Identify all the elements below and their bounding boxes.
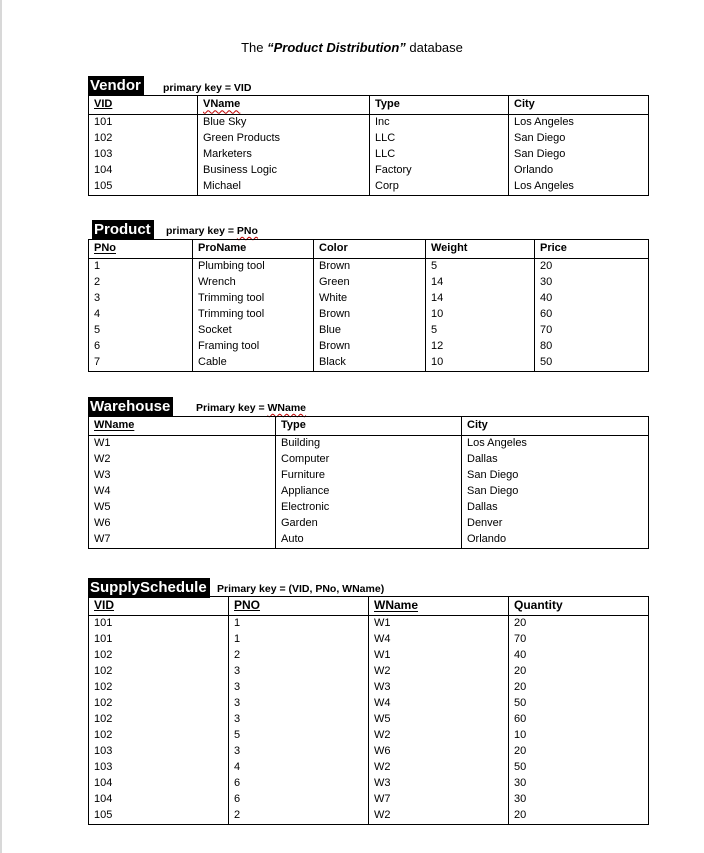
table-cell: W4 bbox=[369, 632, 509, 648]
table-cell: 102 bbox=[89, 664, 229, 680]
table-cell: 10 bbox=[509, 728, 649, 744]
table-cell: W2 bbox=[369, 728, 509, 744]
table-cell: Black bbox=[314, 355, 426, 372]
table-cell: Los Angeles bbox=[509, 115, 649, 132]
table-row bbox=[89, 728, 649, 744]
table-cell: 104 bbox=[89, 776, 229, 792]
col-header-vid: VID bbox=[89, 96, 198, 115]
table-cell: 10 bbox=[426, 307, 535, 323]
table-cell: W3 bbox=[89, 468, 276, 484]
table-row bbox=[89, 436, 649, 453]
table-cell: Factory bbox=[370, 163, 509, 179]
table-row bbox=[89, 696, 649, 712]
table-cell: Blue bbox=[314, 323, 426, 339]
table-row bbox=[89, 516, 649, 532]
table-cell: 40 bbox=[535, 291, 649, 307]
col-header-type: Type bbox=[276, 417, 462, 436]
table-cell: W4 bbox=[89, 484, 276, 500]
table-cell: 5 bbox=[426, 323, 535, 339]
table-cell: 105 bbox=[89, 808, 229, 825]
table-cell: Brown bbox=[314, 339, 426, 355]
table-cell: 80 bbox=[535, 339, 649, 355]
table-row bbox=[89, 760, 649, 776]
table-cell: 6 bbox=[89, 339, 193, 355]
table-cell: Trimming tool bbox=[193, 291, 314, 307]
table-cell: Inc bbox=[370, 115, 509, 132]
table-cell: Los Angeles bbox=[509, 179, 649, 196]
table-cell: 102 bbox=[89, 680, 229, 696]
table-cell: Orlando bbox=[462, 532, 649, 549]
table-cell: 105 bbox=[89, 179, 198, 196]
table-cell: San Diego bbox=[462, 484, 649, 500]
table-cell: 30 bbox=[509, 792, 649, 808]
table-cell: 102 bbox=[89, 712, 229, 728]
table-cell: 60 bbox=[535, 307, 649, 323]
col-header-city: City bbox=[462, 417, 649, 436]
table-row bbox=[89, 500, 649, 516]
col-header-price: Price bbox=[535, 240, 649, 259]
col-header-type: Type bbox=[370, 96, 509, 115]
table-cell: Blue Sky bbox=[198, 115, 370, 132]
table-cell: 2 bbox=[89, 275, 193, 291]
table-cell: 101 bbox=[89, 115, 198, 132]
table-cell: Dallas bbox=[462, 500, 649, 516]
document-title: The “Product Distribution” database bbox=[241, 40, 463, 55]
table-cell: Marketers bbox=[198, 147, 370, 163]
col-header-wname: WName bbox=[369, 597, 509, 616]
table-cell: 5 bbox=[229, 728, 369, 744]
table-cell: 14 bbox=[426, 291, 535, 307]
table-cell: W1 bbox=[89, 436, 276, 453]
table-cell: Cable bbox=[193, 355, 314, 372]
table-cell: Brown bbox=[314, 307, 426, 323]
table-row bbox=[89, 808, 649, 825]
table-cell: Trimming tool bbox=[193, 307, 314, 323]
table-cell: 3 bbox=[229, 744, 369, 760]
warehouse-table bbox=[88, 416, 649, 549]
table-cell: 10 bbox=[426, 355, 535, 372]
table-row bbox=[89, 131, 649, 147]
table-row bbox=[89, 744, 649, 760]
table-row bbox=[89, 468, 649, 484]
wname-text: WName bbox=[267, 402, 307, 414]
table-cell: 12 bbox=[426, 339, 535, 355]
table-cell: Furniture bbox=[276, 468, 462, 484]
table-cell: W2 bbox=[369, 760, 509, 776]
title-emphasis: “Product Distribution” bbox=[267, 40, 406, 55]
table-cell: 5 bbox=[426, 259, 535, 276]
table-cell: San Diego bbox=[462, 468, 649, 484]
table-cell: 102 bbox=[89, 696, 229, 712]
table-cell: 30 bbox=[535, 275, 649, 291]
table-cell: Green bbox=[314, 275, 426, 291]
col-header-wname: WName bbox=[89, 417, 276, 436]
vendor-table bbox=[88, 95, 649, 196]
supplyschedule-pk-note: Primary key = (VID, PNo, WName) bbox=[217, 583, 385, 595]
table-cell: 20 bbox=[509, 616, 649, 633]
table-cell: 3 bbox=[229, 680, 369, 696]
table-cell: Michael bbox=[198, 179, 370, 196]
table-cell: 1 bbox=[229, 616, 369, 633]
col-header-quantity: Quantity bbox=[509, 597, 649, 616]
vendor-pk-note: primary key = VID bbox=[163, 82, 252, 94]
table-cell: Electronic bbox=[276, 500, 462, 516]
table-cell: W4 bbox=[369, 696, 509, 712]
table-cell: 70 bbox=[509, 632, 649, 648]
supplyschedule-table bbox=[88, 596, 649, 825]
table-cell: 14 bbox=[426, 275, 535, 291]
table-row bbox=[89, 163, 649, 179]
table-cell: 3 bbox=[229, 712, 369, 728]
table-row bbox=[89, 792, 649, 808]
table-row bbox=[89, 115, 649, 132]
page-edge bbox=[0, 0, 2, 853]
table-cell: W5 bbox=[89, 500, 276, 516]
table-cell: Framing tool bbox=[193, 339, 314, 355]
table-row bbox=[89, 532, 649, 549]
table-cell: 101 bbox=[89, 632, 229, 648]
table-cell: LLC bbox=[370, 147, 509, 163]
table-row bbox=[89, 452, 649, 468]
table-cell: San Diego bbox=[509, 147, 649, 163]
table-cell: 2 bbox=[229, 648, 369, 664]
table-cell: Computer bbox=[276, 452, 462, 468]
table-cell: 50 bbox=[509, 760, 649, 776]
col-header-pno: PNo bbox=[89, 240, 193, 259]
table-cell: Denver bbox=[462, 516, 649, 532]
table-cell: 60 bbox=[509, 712, 649, 728]
warehouse-pk-note: Primary key = WName bbox=[196, 402, 307, 414]
table-cell: W7 bbox=[369, 792, 509, 808]
table-cell: Wrench bbox=[193, 275, 314, 291]
pno-text: PNo bbox=[236, 225, 258, 237]
table-cell: 50 bbox=[509, 696, 649, 712]
col-header-city: City bbox=[509, 96, 649, 115]
col-header-color: Color bbox=[314, 240, 426, 259]
table-row bbox=[89, 355, 649, 372]
table-cell: 20 bbox=[509, 664, 649, 680]
table-cell: Brown bbox=[314, 259, 426, 276]
table-cell: 4 bbox=[229, 760, 369, 776]
table-cell: W6 bbox=[369, 744, 509, 760]
table-cell: Socket bbox=[193, 323, 314, 339]
table-cell: W7 bbox=[89, 532, 276, 549]
table-row bbox=[89, 339, 649, 355]
table-cell: W2 bbox=[369, 664, 509, 680]
table-row bbox=[89, 291, 649, 307]
table-cell: 104 bbox=[89, 163, 198, 179]
table-cell: LLC bbox=[370, 131, 509, 147]
table-cell: Plumbing tool bbox=[193, 259, 314, 276]
table-cell: Corp bbox=[370, 179, 509, 196]
table-cell: W3 bbox=[369, 776, 509, 792]
table-cell: Appliance bbox=[276, 484, 462, 500]
table-cell: W5 bbox=[369, 712, 509, 728]
table-cell: Dallas bbox=[462, 452, 649, 468]
table-cell: 7 bbox=[89, 355, 193, 372]
table-row bbox=[89, 712, 649, 728]
col-header-weight: Weight bbox=[426, 240, 535, 259]
table-cell: 102 bbox=[89, 728, 229, 744]
table-cell: Green Products bbox=[198, 131, 370, 147]
supplyschedule-label: SupplySchedule bbox=[88, 578, 210, 598]
col-header-vid: VID bbox=[89, 597, 229, 616]
table-row bbox=[89, 259, 649, 276]
table-cell: 70 bbox=[535, 323, 649, 339]
table-cell: 20 bbox=[509, 744, 649, 760]
table-cell: 3 bbox=[89, 291, 193, 307]
table-cell: W3 bbox=[369, 680, 509, 696]
table-cell: 2 bbox=[229, 808, 369, 825]
table-cell: 104 bbox=[89, 792, 229, 808]
table-row bbox=[89, 680, 649, 696]
table-row bbox=[89, 484, 649, 500]
product-pk-note: primary key = PNo bbox=[166, 225, 258, 237]
table-cell: 101 bbox=[89, 616, 229, 633]
col-header-vname: VName bbox=[198, 96, 370, 115]
table-cell: W2 bbox=[369, 808, 509, 825]
table-cell: 3 bbox=[229, 664, 369, 680]
table-cell: 20 bbox=[535, 259, 649, 276]
table-row bbox=[89, 307, 649, 323]
col-header-proname: ProName bbox=[193, 240, 314, 259]
table-row bbox=[89, 616, 649, 633]
col-header-pno: PNO bbox=[229, 597, 369, 616]
table-cell: 103 bbox=[89, 760, 229, 776]
table-cell: 20 bbox=[509, 808, 649, 825]
table-cell: Orlando bbox=[509, 163, 649, 179]
table-cell: San Diego bbox=[509, 131, 649, 147]
table-cell: 6 bbox=[229, 776, 369, 792]
product-table bbox=[88, 239, 649, 372]
table-row bbox=[89, 776, 649, 792]
table-row bbox=[89, 275, 649, 291]
vendor-label: Vendor bbox=[88, 76, 144, 96]
table-cell: 50 bbox=[535, 355, 649, 372]
table-row bbox=[89, 632, 649, 648]
table-cell: 1 bbox=[229, 632, 369, 648]
table-cell: White bbox=[314, 291, 426, 307]
table-cell: W2 bbox=[89, 452, 276, 468]
table-cell: Garden bbox=[276, 516, 462, 532]
table-cell: 1 bbox=[89, 259, 193, 276]
product-label: Product bbox=[92, 220, 154, 240]
table-cell: 6 bbox=[229, 792, 369, 808]
table-cell: 4 bbox=[89, 307, 193, 323]
table-row bbox=[89, 323, 649, 339]
table-cell: 40 bbox=[509, 648, 649, 664]
warehouse-label: Warehouse bbox=[88, 397, 173, 417]
table-row bbox=[89, 664, 649, 680]
table-cell: 103 bbox=[89, 744, 229, 760]
table-row bbox=[89, 179, 649, 196]
table-cell: 103 bbox=[89, 147, 198, 163]
table-cell: 102 bbox=[89, 648, 229, 664]
table-cell: Los Angeles bbox=[462, 436, 649, 453]
table-row bbox=[89, 147, 649, 163]
table-cell: W1 bbox=[369, 616, 509, 633]
table-cell: Business Logic bbox=[198, 163, 370, 179]
table-cell: 102 bbox=[89, 131, 198, 147]
table-cell: W6 bbox=[89, 516, 276, 532]
table-cell: 30 bbox=[509, 776, 649, 792]
table-cell: W1 bbox=[369, 648, 509, 664]
table-cell: 3 bbox=[229, 696, 369, 712]
table-cell: Auto bbox=[276, 532, 462, 549]
table-cell: 5 bbox=[89, 323, 193, 339]
table-cell: 20 bbox=[509, 680, 649, 696]
table-cell: Building bbox=[276, 436, 462, 453]
table-row bbox=[89, 648, 649, 664]
